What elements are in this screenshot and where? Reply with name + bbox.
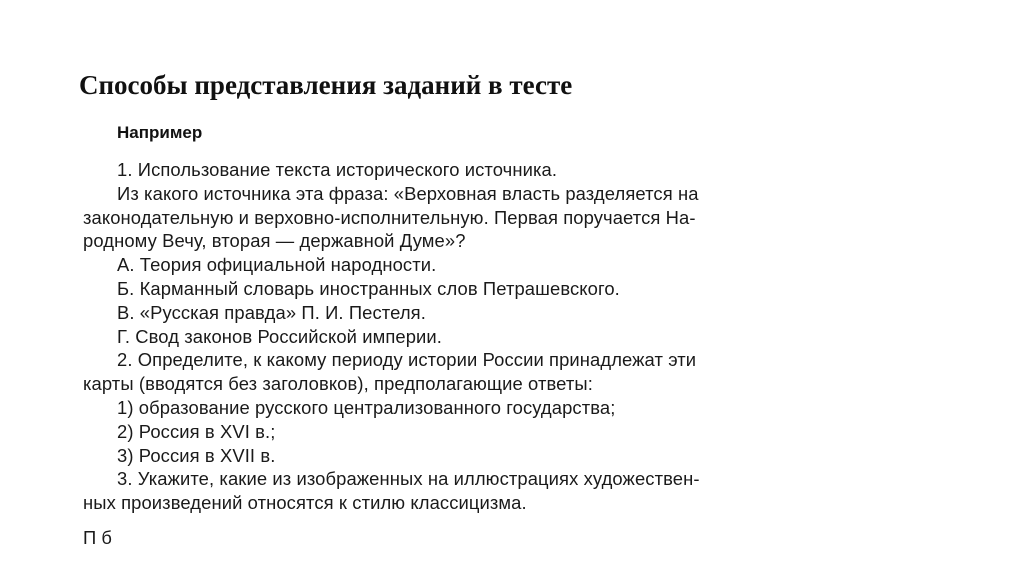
answer-option: Б. Карманный словарь иностранных слов Петрашевского. [117,277,620,299]
answer-option: 3) Россия в XVII в. [117,444,276,466]
text-line: 1. Использование текста исторического источника. [117,159,558,180]
text-line: законодательную и верховно-исполнительную. Первая поручается На- [83,206,696,228]
answer-option: Г. Свод законов Российской империи. [117,325,443,347]
slide-title: Способы представления заданий в тесте [79,70,573,100]
text-line: родному Вечу, вторая — державной Думе»? [83,230,466,252]
answer-option: А. Теория официальной народности. [117,254,437,276]
answer-option: 2) Россия в XVI в.; [117,420,276,442]
text-line: 3. Укажите, какие из изображенных на иллюстрациях художествен- [117,468,700,490]
text-line: Из какого источника эта фраза: «Верховная власть разделяется на [117,182,699,204]
text-line: карты (вводятся без заголовков), предполагающие ответы: [83,373,593,395]
cut-off-text-line: П б [83,527,112,548]
text-line: ных произведений относятся к стилю классицизма. [83,492,527,514]
example-heading: Например [117,123,203,142]
answer-option: В. «Русская правда» П. И. Пестеля. [117,301,426,323]
answer-option: 1) образование русского централизованного государства; [117,396,616,418]
text-line: 2. Определите, к какому периоду истории России принадлежат эти [117,349,697,371]
scanned-book-excerpt [83,118,783,548]
excerpt-text [83,158,773,515]
